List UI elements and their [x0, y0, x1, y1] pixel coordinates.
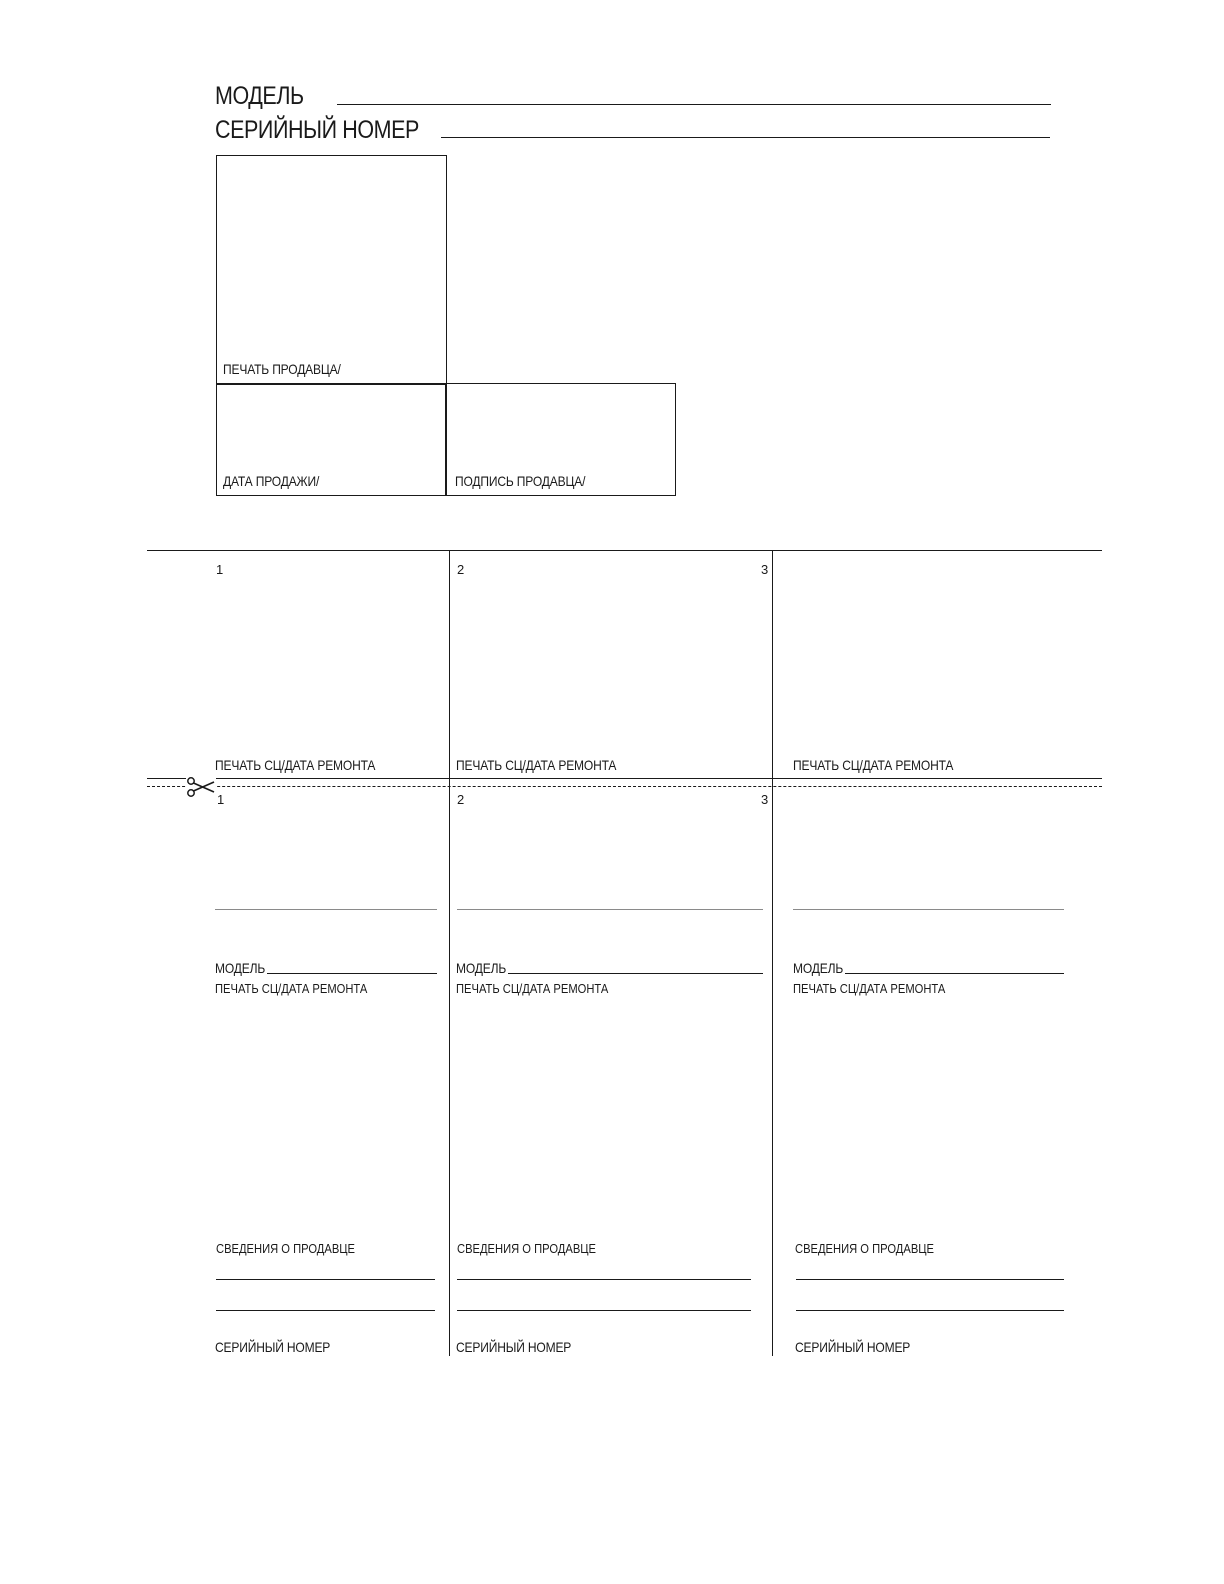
coupon-model-line-3[interactable] [845, 973, 1064, 974]
coupon-serial-label-1: СЕРИЙНЫЙ НОМЕР [215, 1339, 331, 1355]
coupon-model-line-1[interactable] [267, 973, 437, 974]
coupon-number-2: 2 [457, 792, 465, 807]
seller-stamp-box[interactable] [216, 155, 447, 385]
coupon-seller-info-label-2: СВЕДЕНИЯ О ПРОДАВЦЕ [457, 1241, 597, 1256]
coupon-blank-line-3[interactable] [793, 909, 1064, 910]
coupon-seller-info-label-3: СВЕДЕНИЯ О ПРОДАВЦЕ [795, 1241, 935, 1256]
coupon-blank-line-1[interactable] [215, 909, 437, 910]
coupon-serial-label-2: СЕРИЙНЫЙ НОМЕР [456, 1339, 572, 1355]
cut-guide-line [147, 778, 1102, 779]
coupon-model-label-3: МОДЕЛЬ [793, 960, 844, 976]
repair-slot-stamp-label-3: ПЕЧАТЬ СЦ/ДАТА РЕМОНТА [793, 757, 954, 773]
seller-stamp-label: ПЕЧАТЬ ПРОДАВЦА/ [223, 361, 341, 377]
coupon-stamp-label-1: ПЕЧАТЬ СЦ/ДАТА РЕМОНТА [215, 981, 368, 996]
coupon-seller-info-label-1: СВЕДЕНИЯ О ПРОДАВЦЕ [216, 1241, 356, 1256]
repair-slot-number-1: 1 [216, 562, 224, 577]
coupon-seller-line-2a[interactable] [457, 1279, 751, 1280]
model-field-line[interactable] [337, 104, 1051, 105]
coupon-seller-line-3a[interactable] [796, 1279, 1064, 1280]
coupon-model-line-2[interactable] [508, 973, 763, 974]
coupon-blank-line-2[interactable] [457, 909, 763, 910]
coupon-stamp-label-3: ПЕЧАТЬ СЦ/ДАТА РЕМОНТА [793, 981, 946, 996]
coupon-serial-label-3: СЕРИЙНЫЙ НОМЕР [795, 1339, 911, 1355]
repair-slot-stamp-label-2: ПЕЧАТЬ СЦ/ДАТА РЕМОНТА [456, 757, 617, 773]
coupon-model-label-2: МОДЕЛЬ [456, 960, 507, 976]
sale-date-label: ДАТА ПРОДАЖИ/ [223, 473, 320, 489]
coupon-seller-line-1a[interactable] [216, 1279, 435, 1280]
column-divider-1 [449, 551, 450, 1356]
coupon-seller-line-1b[interactable] [216, 1310, 435, 1311]
model-label: МОДЕЛЬ [215, 82, 304, 110]
column-divider-2 [772, 551, 773, 1356]
coupon-number-1: 1 [217, 792, 225, 807]
repair-slot-number-3: 3 [761, 562, 769, 577]
seller-signature-label: ПОДПИСЬ ПРОДАВЦА/ [455, 473, 586, 489]
serial-label: СЕРИЙНЫЙ НОМЕР [215, 116, 419, 144]
cut-dashed-line [147, 786, 1102, 787]
coupon-seller-line-3b[interactable] [796, 1310, 1064, 1311]
coupon-model-label-1: МОДЕЛЬ [215, 960, 266, 976]
coupon-stamp-label-2: ПЕЧАТЬ СЦ/ДАТА РЕМОНТА [456, 981, 609, 996]
serial-field-line[interactable] [441, 137, 1050, 138]
repair-slot-number-2: 2 [457, 562, 465, 577]
repair-slot-stamp-label-1: ПЕЧАТЬ СЦ/ДАТА РЕМОНТА [215, 757, 376, 773]
coupon-number-3: 3 [761, 792, 769, 807]
repair-section-top-line [147, 550, 1102, 551]
scissors-icon [186, 776, 216, 798]
coupon-seller-line-2b[interactable] [457, 1310, 751, 1311]
